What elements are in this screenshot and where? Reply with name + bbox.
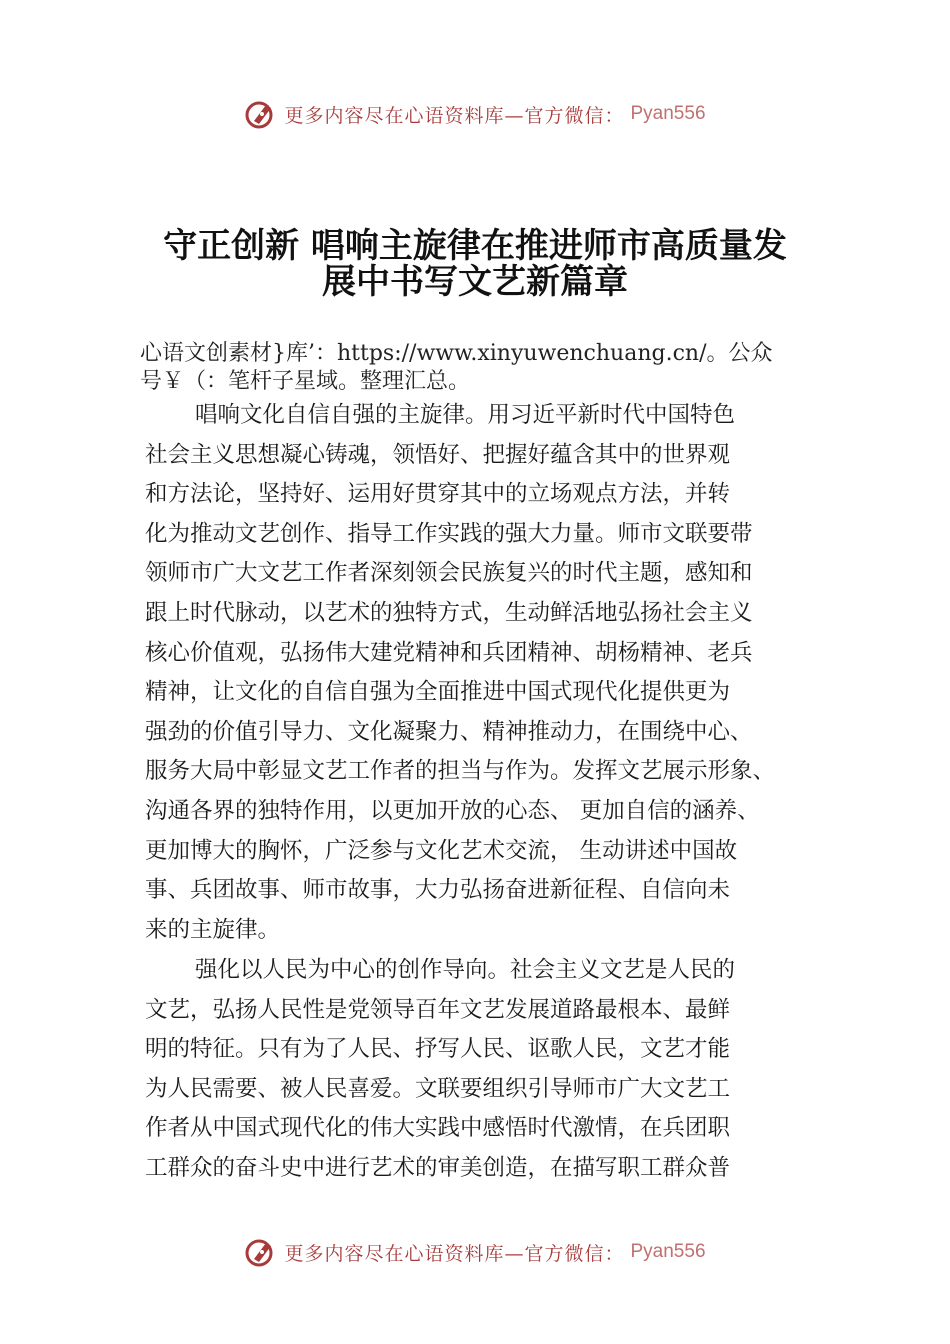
paragraph-line: 为人民需要、被人民喜爱。文联要组织引导师市广大文艺工 — [145, 1075, 731, 1102]
pen-nib-logo-icon — [244, 1235, 278, 1269]
paragraph-line: 工群众的奋斗史中进行艺术的审美创造，在描写职工群众普 — [145, 1154, 731, 1181]
source-line: 心语文创素材}库’：https://www.xinyuwenchuang.cn/。公众 — [140, 341, 773, 366]
paragraph-line: 强化以人民为中心的创作导向。社会主义文艺是人民的 — [195, 957, 736, 983]
paragraph-line: 强劲的价值引导力、文化凝聚力、精神推动力，在围绕中心、 — [145, 718, 753, 745]
paragraph-line: 和方法论，坚持好、运用好贯穿其中的立场观点方法，并转 — [145, 481, 731, 508]
banner-wechat-id: Pyan556 — [630, 103, 706, 124]
header-banner — [0, 94, 950, 134]
body-paragraph-1 — [145, 396, 845, 950]
paragraph-line: 更加博大的胸怀，广泛参与文化艺术交流， 生动讲述中国故 — [145, 837, 738, 864]
paragraph-line: 来的主旋律。 — [145, 916, 281, 943]
paragraph-line: 作者从中国式现代化的伟大实践中感悟时代激情，在兵团职 — [145, 1115, 731, 1142]
paragraph-line: 唱响文化自信自强的主旋律。用习近平新时代中国特色 — [195, 402, 736, 428]
paragraph-line: 服务大局中彰显文艺工作者的担当与作为。发挥文艺展示形象、 — [145, 758, 776, 785]
paragraph-line: 文艺，弘扬人民性是党领导百年文艺发展道路最根本、最鲜 — [145, 996, 731, 1023]
paragraph-line: 跟上时代脉动，以艺术的独特方式，生动鲜活地弘扬社会主义 — [145, 599, 753, 626]
body-paragraph-2 — [145, 951, 845, 1189]
title-line: 守正创新 唱响主旋律在推进师市高质量发 — [163, 226, 787, 266]
paragraph-line: 明的特征。只有为了人民、抒写人民、讴歌人民，文艺才能 — [145, 1036, 731, 1063]
banner-slogan: 更多内容尽在心语资料库—官方微信： — [284, 104, 625, 127]
banner-slogan: 更多内容尽在心语资料库—官方微信： — [284, 1242, 625, 1265]
paragraph-line: 社会主义思想凝心铸魂，领悟好、把握好蕴含其中的世界观 — [145, 441, 731, 468]
pen-nib-logo-icon — [244, 97, 278, 131]
paragraph-line: 领师市广大文艺工作者深刻领会民族复兴的时代主题，感知和 — [145, 560, 753, 587]
title-line: 展中书写文艺新篇章 — [322, 262, 628, 302]
footer-banner — [0, 1232, 950, 1272]
source-note — [140, 340, 840, 396]
paragraph-line: 化为推动文艺创作、指导工作实践的强大力量。师市文联要带 — [145, 520, 753, 547]
paragraph-line: 事、兵团故事、师市故事，大力弘扬奋进新征程、自信向未 — [145, 877, 731, 904]
document-title — [140, 228, 810, 300]
banner-wechat-id: Pyan556 — [630, 1241, 706, 1262]
paragraph-line: 精神，让文化的自信自强为全面推进中国式现代化提供更为 — [145, 679, 731, 706]
paragraph-line: 沟通各界的独特作用，以更加开放的心态、 更加自信的涵养、 — [145, 797, 760, 824]
paragraph-line: 核心价值观，弘扬伟大建党精神和兵团精神、胡杨精神、老兵 — [145, 639, 753, 666]
source-line: 号￥（：笔杆子星域。整理汇总。 — [140, 369, 471, 394]
